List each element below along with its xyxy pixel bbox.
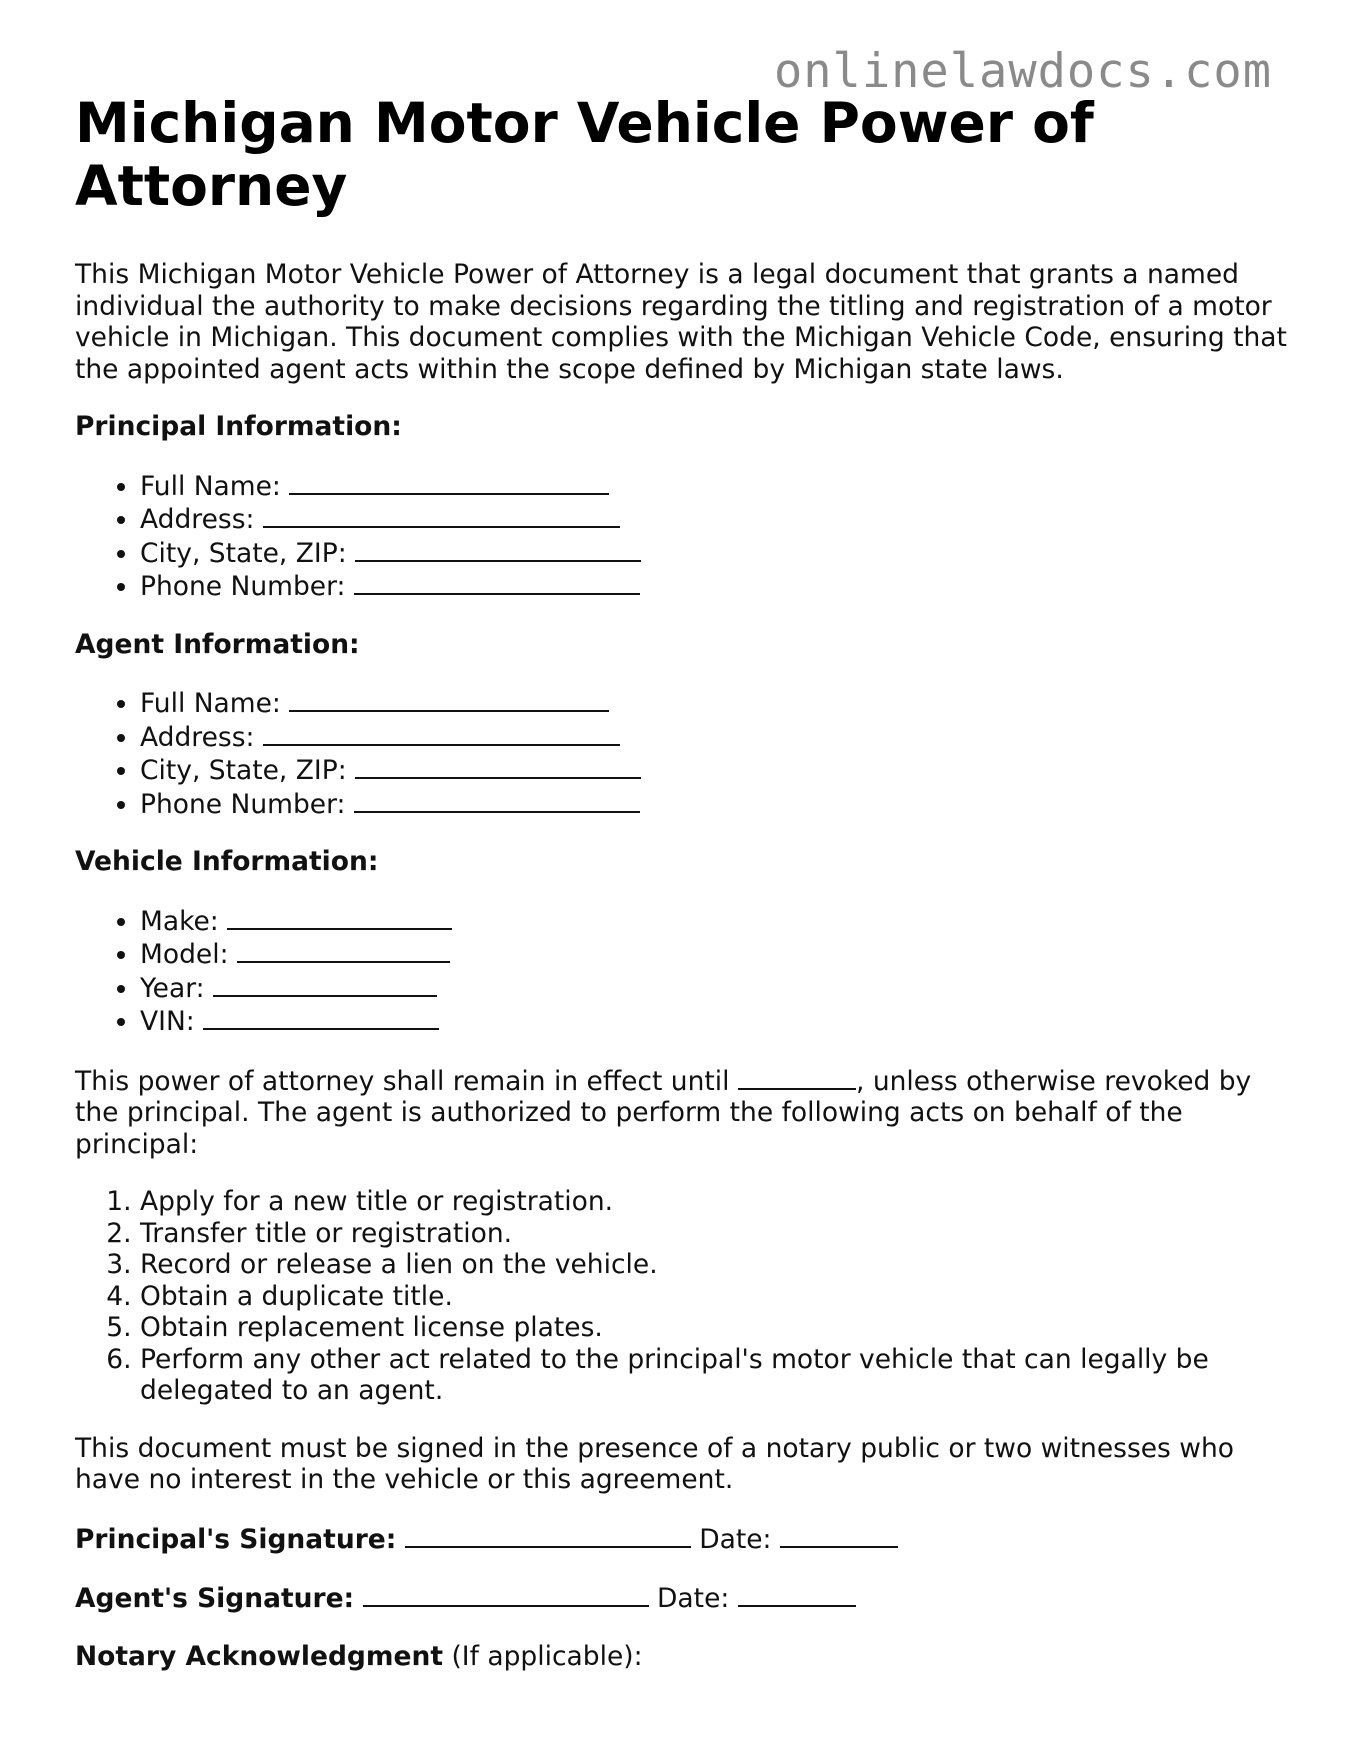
field-label: VIN: (140, 1006, 195, 1037)
agent-heading: Agent Information: (75, 628, 360, 660)
agent-address (140, 720, 1295, 754)
field-label: Year: (140, 972, 205, 1004)
principal-signature-blank[interactable] (405, 1522, 691, 1548)
agent-full-name-blank[interactable] (289, 686, 609, 712)
watermark: onlinelawdocs.com (773, 44, 1272, 99)
principal-date-label: Date: (699, 1523, 772, 1555)
principal-signature-label: Principal's Signature: (75, 1523, 397, 1555)
act-item: 4. Obtain a duplicate title. (140, 1281, 1295, 1313)
field-label: Address: (140, 504, 255, 535)
effect-text-before: This power of attorney shall remain in effect until (75, 1065, 730, 1097)
notice-paragraph: This document must be signed in the presence of a notary public or two witnesses who have no interest in the vehicle or this agreement. (75, 1432, 1234, 1495)
agent-city-state-zip (140, 753, 1295, 787)
principal-fields (75, 469, 1295, 603)
field-label: City, State, ZIP: (140, 537, 347, 569)
notary-acknowledgment (75, 1641, 1295, 1673)
principal-city-state-zip-blank[interactable] (355, 536, 641, 562)
effect-paragraph (75, 1064, 1295, 1161)
notary-note: (If applicable): (451, 1640, 643, 1672)
agent-city-state-zip-blank[interactable] (355, 753, 641, 779)
field-label: Model: (140, 939, 229, 970)
vehicle-year-blank[interactable] (213, 971, 437, 997)
vehicle-year (140, 971, 1295, 1005)
vehicle-fields (75, 904, 1295, 1038)
agent-signature-blank[interactable] (363, 1581, 649, 1607)
effect-text-after: , unless otherwise revoked by the principal. The agent is authorized to perform the following acts on behalf of the principal: (75, 1065, 1252, 1160)
vehicle-make (140, 904, 1295, 938)
agent-fields (75, 686, 1295, 820)
field-label: Full Name: (140, 470, 281, 502)
principal-full-name (140, 469, 1295, 503)
agent-signature-line (75, 1581, 1295, 1615)
principal-full-name-blank[interactable] (289, 469, 609, 495)
principal-address-blank[interactable] (263, 502, 620, 528)
document-title: Michigan Motor Vehicle Power of Attorney (75, 91, 1094, 218)
field-label: City, State, ZIP: (140, 755, 347, 786)
document (75, 92, 1295, 1672)
agent-date-blank[interactable] (738, 1581, 856, 1607)
field-label: Make: (140, 905, 219, 937)
intro-paragraph: This Michigan Motor Vehicle Power of Attorney is a legal document that grants a named individual the authority to make decisions regarding the titling and registration of a motor vehicle in Michigan. This document complies with the Michigan Vehicle Code, ensuring that the appointed agent acts within the scope defined by Michigan state laws. (75, 259, 1287, 385)
field-label: Address: (140, 721, 255, 753)
act-item: 3. Record or release a lien on the vehicle. (140, 1249, 1295, 1281)
act-item: 6. Perform any other act related to the principal's motor vehicle that can legally be delegated to an agent. (140, 1344, 1295, 1407)
effect-until-blank[interactable] (738, 1064, 856, 1090)
principal-city-state-zip (140, 536, 1295, 570)
principal-address (140, 502, 1295, 536)
notary-label: Notary Acknowledgment (75, 1640, 444, 1672)
principal-heading: Principal Information: (75, 411, 402, 442)
agent-phone (140, 787, 1295, 821)
vehicle-vin (140, 1004, 1295, 1038)
agent-address-blank[interactable] (263, 720, 620, 746)
principal-phone (140, 569, 1295, 603)
field-label: Phone Number: (140, 571, 346, 602)
authorized-acts-list (75, 1186, 1295, 1407)
vehicle-make-blank[interactable] (227, 904, 452, 930)
act-item: 5. Obtain replacement license plates. (140, 1312, 1295, 1344)
act-item: 2. Transfer title or registration. (140, 1218, 1295, 1250)
agent-full-name (140, 686, 1295, 720)
agent-signature-label: Agent's Signature: (75, 1583, 355, 1614)
vehicle-vin-blank[interactable] (203, 1004, 439, 1030)
vehicle-heading: Vehicle Information: (75, 846, 379, 877)
agent-phone-blank[interactable] (354, 787, 640, 813)
field-label: Full Name: (140, 688, 281, 719)
field-label: Phone Number: (140, 788, 346, 820)
agent-date-label: Date: (657, 1583, 730, 1614)
vehicle-model (140, 937, 1295, 971)
principal-phone-blank[interactable] (354, 569, 640, 595)
vehicle-model-blank[interactable] (237, 937, 450, 963)
act-item: 1. Apply for a new title or registration. (140, 1186, 1295, 1218)
principal-date-blank[interactable] (780, 1522, 898, 1548)
principal-signature-line (75, 1522, 1295, 1556)
